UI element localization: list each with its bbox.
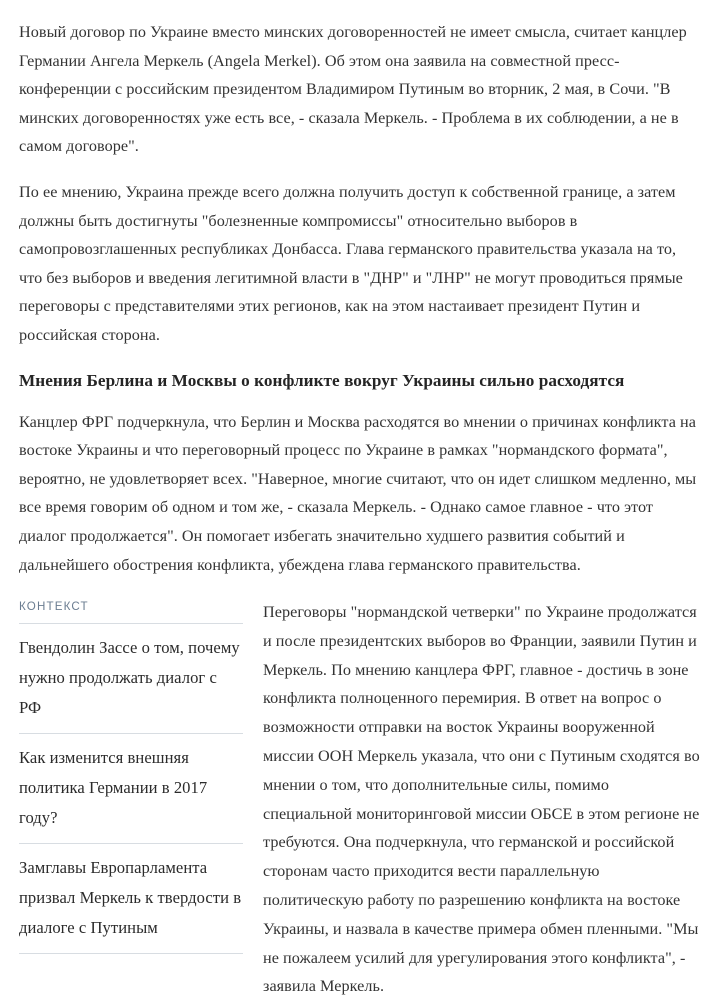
- article-continuation-column: [243, 596, 701, 1001]
- context-label: КОНТЕКСТ: [19, 600, 89, 614]
- article-paragraph-4: Переговоры "нормандской четверки" по Украине продолжатся и после президентских выборов во Франции, заявили Путин и Меркель. По мнению канцлера ФРГ, главное - достичь в зоне конфликта полноценного перемирия. В ответ на вопрос о возможности отправки на восток Украины вооруженной миссии ООН Меркель указала, что они с Путиным сходятся во мнении о том, что дополнительные силы, помимо специальной мониторинговой миссии ОБСЕ в этом регионе не требуются. Она подчеркнула, что германской и российской сторонам часто приходится вести параллельную политическую работу по разрешению конфликта на востоке Украины, и назвала в качестве примера обмен пленными. "Мы не пожалеем усилий для урегулирования этого конфликта", - заявила Меркель.: [263, 603, 700, 996]
- context-link-1[interactable]: Гвендолин Зассе о том, почему нужно продолжать диалог с РФ: [19, 638, 240, 718]
- context-link-2[interactable]: Как изменится внешняя политика Германии в 2017 году?: [19, 748, 208, 828]
- article-subheading: Мнения Берлина и Москвы о конфликте вокруг Украины сильно расходятся: [19, 370, 625, 390]
- context-divider-4: [19, 953, 243, 954]
- context-sidebar: [19, 596, 243, 954]
- context-link-3[interactable]: Замглавы Европарламента призвал Меркель к твердости в диалоге с Путиным: [19, 858, 242, 938]
- article-paragraph-2: По ее мнению, Украина прежде всего должна получить доступ к собственной границе, а затем должны быть достигнуты "болезненные компромиссы" относительно выборов в самопровозглашенных республиках Донбасса. Глава германского правительства указала на то, что без выборов и введения легитимной власти в "ДНР" и "ЛНР" не могут проводиться прямые переговоры с представителями этих регионов, как на этом настаивает президент Путин и российская сторона.: [19, 182, 683, 344]
- article-paragraph-1: Новый договор по Украине вместо минских договоренностей не имеет смысла, считает канцлер Германии Ангела Меркель (Angela Merkel). Об этом она заявила на совместной пресс-конференции с российским президентом Владимиром Путиным во вторник, 2 мая, в Сочи. "В минских договоренностях уже есть все, - сказала Меркель. - Проблема в их соблюдении, а не в самом договоре".: [19, 23, 687, 156]
- article-body: [19, 0, 701, 579]
- lower-section: [19, 596, 701, 1001]
- article-paragraph-3: Канцлер ФРГ подчеркнула, что Берлин и Москва расходятся во мнении о причинах конфликта на востоке Украины и что переговорный процесс по Украине в рамках "нормандского формата", вероятно, не удовлетворяет всех. "Наверное, многие считают, что он идет слишком медленно, мы все время говорим об одном и том же, - сказала Меркель. - Однако самое главное - что этот диалог продолжается". Он помогает избегать значительно худшего развития событий и дальнейшего обострения конфликта, убеждена глава германского правительства.: [19, 412, 697, 574]
